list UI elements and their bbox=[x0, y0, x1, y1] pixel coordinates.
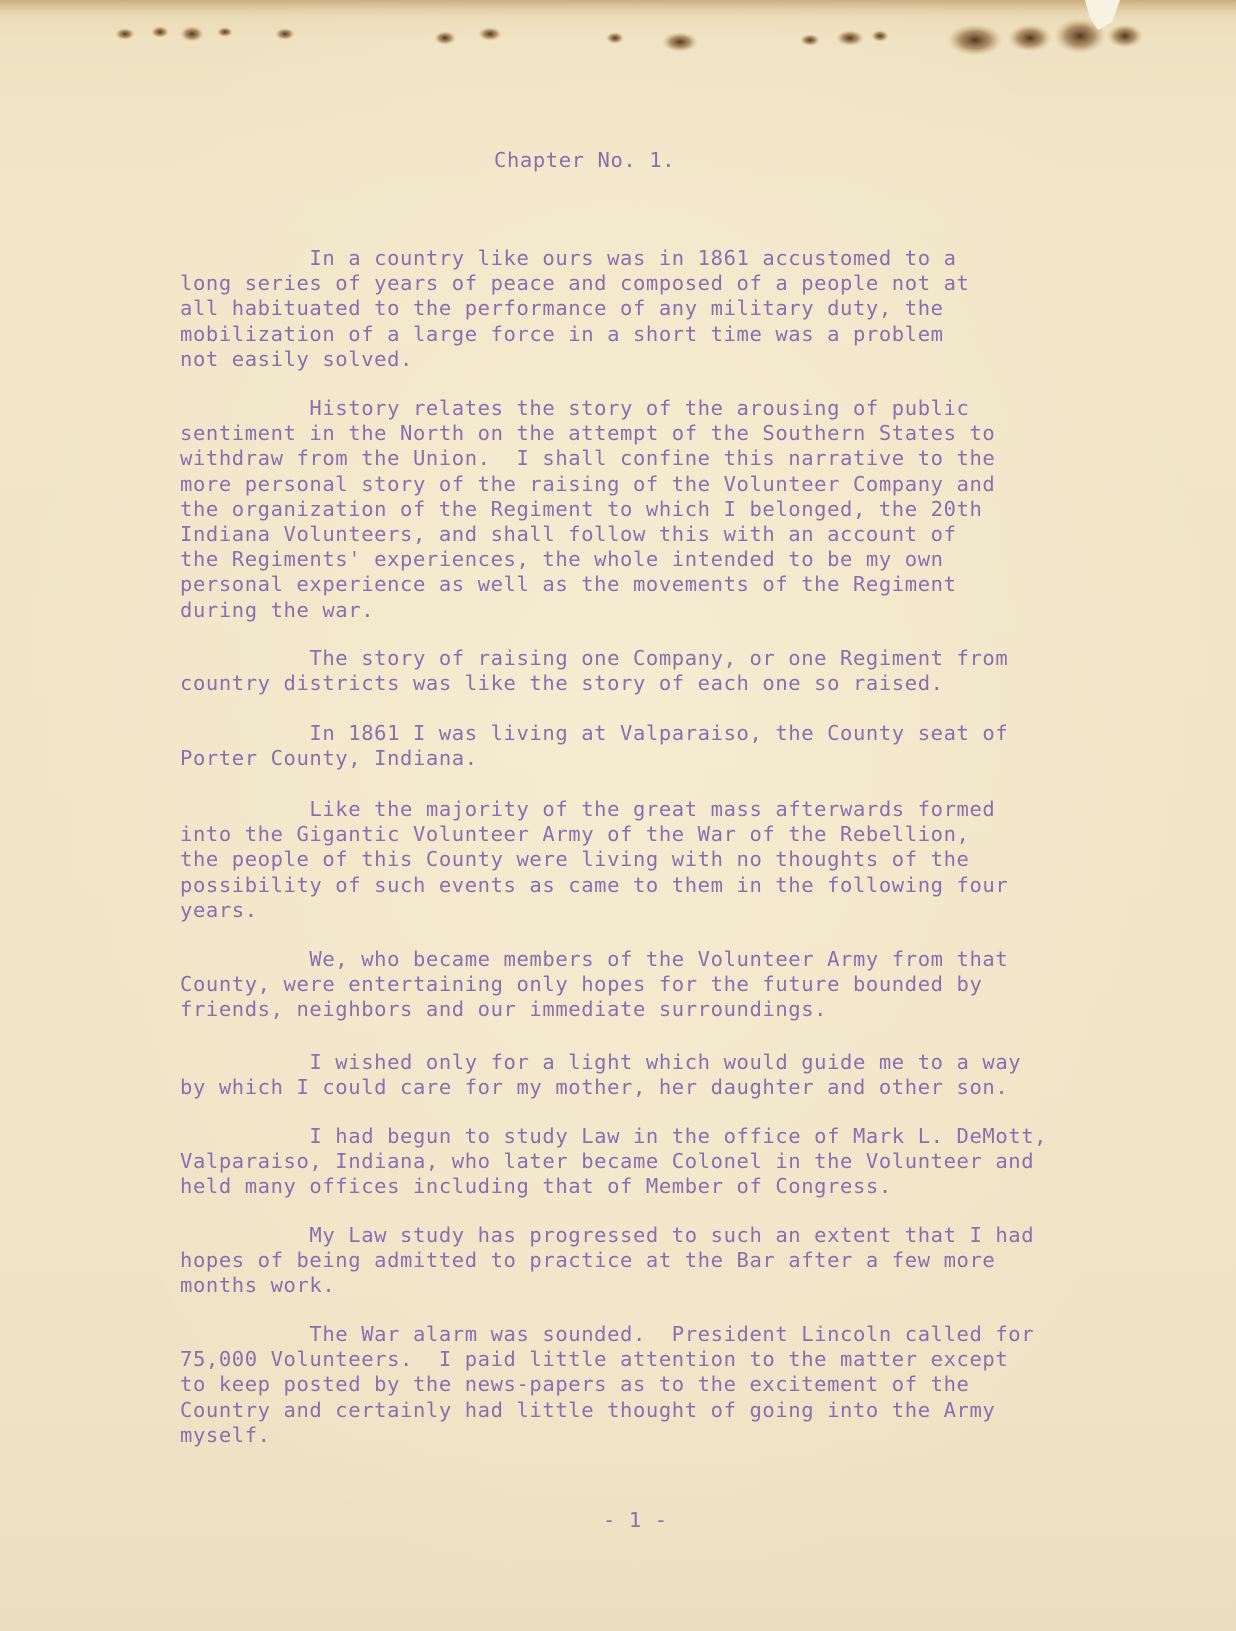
paragraph-2: History relates the story of the arousing of public sentiment in the North on the attempt of the Southern States to withdraw from the Union. I shall confine this narrative to the more personal story of the raising of the Volunteer Company and the organization of the Regiment to which I belonged, the 20th Indiana Volunteers, and shall follow this with an account of the Regiments' experiences, the whole intended to be my own personal experience as well as the movements of the Regiment during the war. bbox=[180, 396, 996, 622]
chapter-title: Chapter No. 1. bbox=[494, 148, 676, 172]
paragraph-3: The story of raising one Company, or one Regiment from country districts was like the story of each one so raised. bbox=[180, 646, 1009, 696]
paragraph-9: My Law study has progressed to such an extent that I had hopes of being admitted to practice at the Bar after a few more months work. bbox=[180, 1223, 1035, 1298]
page-number: - 1 - bbox=[603, 1508, 668, 1532]
scorched-top-edge bbox=[0, 0, 1236, 70]
paragraph-5: Like the majority of the great mass afterwards formed into the Gigantic Volunteer Army of the War of the Rebellion, the people of this County were living with no thoughts of the possibility of such events as came to them in the following four years. bbox=[180, 797, 1009, 922]
paragraph-4: In 1861 I was living at Valparaiso, the County seat of Porter County, Indiana. bbox=[180, 721, 1009, 771]
paragraph-8: I had begun to study Law in the office of Mark L. DeMott, Valparaiso, Indiana, who later became Colonel in the Volunteer and held many offices including that of Member of Congress. bbox=[180, 1124, 1048, 1199]
paragraph-1: In a country like ours was in 1861 accustomed to a long series of years of peace and composed of a people not at all habituated to the performance of any military duty, the mobilization of a large force in a short time was a problem not easily solved. bbox=[180, 246, 970, 371]
paragraph-6: We, who became members of the Volunteer Army from that County, were entertaining only hopes for the future bounded by friends, neighbors and our immediate surroundings. bbox=[180, 947, 1009, 1022]
paragraph-10: The War alarm was sounded. President Lincoln called for 75,000 Volunteers. I paid little attention to the matter except to keep posted by the news-papers as to the excitement of the Country and certainly had little thought of going into the Army myself. bbox=[180, 1322, 1035, 1447]
paragraph-7: I wished only for a light which would guide me to a way by which I could care for my mother, her daughter and other son. bbox=[180, 1050, 1022, 1100]
